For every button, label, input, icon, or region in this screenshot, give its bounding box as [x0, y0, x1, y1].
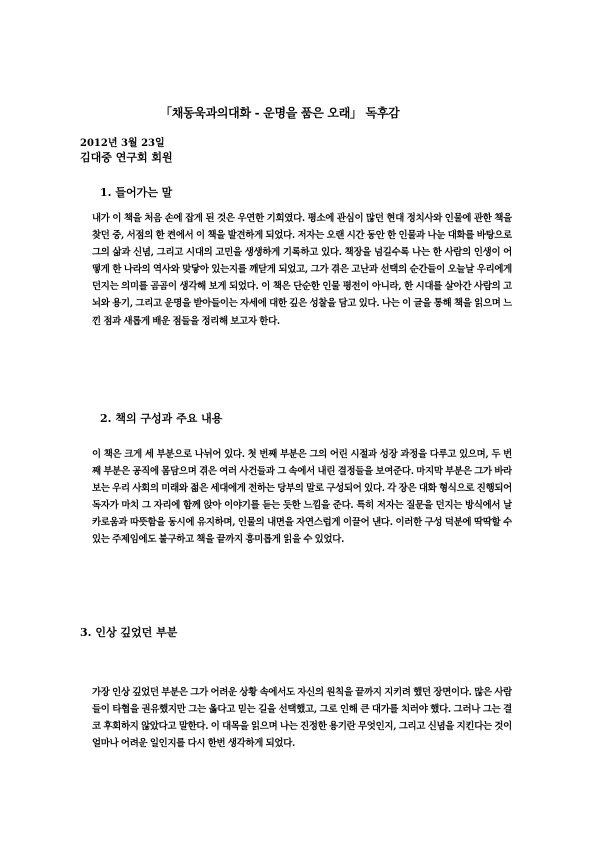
document-title: 「채동욱과의대화 - 운명을 품은 오래」 독후감 — [160, 106, 400, 120]
section-3-heading: 3. 인상 깊었던 부분 — [80, 626, 178, 639]
section-1-paragraph: 내가 이 책을 처음 손에 잡게 된 것은 우연한 기회였다. 평소에 관심이 많던 현대 정치사와 인물에 관한 책을 찾던 중, 서점의 한 켠에서 이 책을 발견하게 되었다. 저자는 오랜 시간 동안 한 인물과 나눈 대화를 바탕으로 그의 삶과 신념, 그리고 시대의 고민을 생생하게 기록하고 있다. 책장을 넘길수록 나는 한 사람의 인생이 어떻게 한 나라의 역사와 맞닿아 있는지를 깨닫게 되었고, 그가 겪은 고난과 선택의 순간들이 오늘날 우리에게 던지는 의미를 곰곰이 생각해 보게 되었다. 이 책은 단순한 인물 평전이 아니라, 한 시대를 살아간 사람의 고뇌와 용기, 그리고 운명을 받아들이는 자세에 대한 깊은 성찰을 담고 있다. 나는 이 글을 통해 책을 읽으며 느낀 점과 새롭게 배운 점들을 정리해 보고자 한다. — [92, 213, 512, 327]
section-2-paragraph: 이 책은 크게 세 부분으로 나뉘어 있다. 첫 번째 부분은 그의 어린 시절과 성장 과정을 다루고 있으며, 두 번째 부분은 공직에 몸담으며 겪은 여러 사건들과 그 속에서 내린 결정들을 보여준다. 마지막 부분은 그가 바라보는 우리 사회의 미래와 젊은 세대에게 전하는 당부의 말로 구성되어 있다. 각 장은 대화 형식으로 진행되어 독자가 마치 그 자리에 함께 앉아 이야기를 듣는 듯한 느낌을 준다. 특히 저자는 질문을 던지는 방식에서 날카로움과 따뜻함을 동시에 유지하며, 인물의 내면을 자연스럽게 이끌어 낸다. 이러한 구성 덕분에 딱딱할 수 있는 주제임에도 불구하고 책을 끝까지 흥미롭게 읽을 수 있었다. — [92, 449, 512, 546]
section-2-heading: 2. 책의 구성과 주요 내용 — [100, 412, 223, 425]
document-date: 2012년 3월 23일 — [80, 138, 165, 149]
section-3-paragraph: 가장 인상 깊었던 부분은 그가 어려운 상황 속에서도 자신의 원칙을 끝까지 지키려 했던 장면이다. 많은 사람들이 타협을 권유했지만 그는 옳다고 믿는 길을 선택했고, 그로 인해 큰 대가를 치러야 했다. 그러나 그는 결코 후회하지 않았다고 말한다. 이 대목을 읽으며 나는 진정한 용기란 무엇인지, 그리고 신념을 지킨다는 것이 얼마나 어려운 일인지를 다시 한번 생각하게 되었다. — [92, 687, 512, 750]
document-author: 김대중 연구회 회원 — [80, 151, 173, 164]
section-1-heading: 1. 들어가는 말 — [100, 186, 173, 199]
